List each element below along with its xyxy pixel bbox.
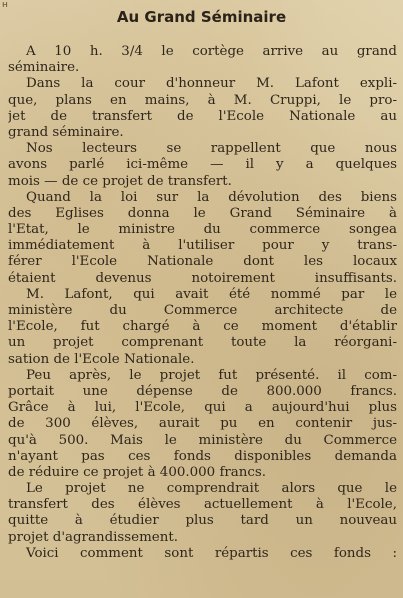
article-line: sation de l'Ecole Nationale. [8,351,195,367]
corner-mark: ʜ [2,0,7,10]
article-line: férer l'Ecole Nationale dont les locaux [8,254,397,270]
article-line: des Eglises donna le Grand Séminaire à [8,205,397,221]
article-line: jet de transfert de l'Ecole Nationale au [8,108,397,124]
article-line: projet d'agrandissement. [8,529,178,545]
article-line: transfert des élèves actuellement à l'Ecole, [8,497,397,513]
article-line: qu'à 500. Mais le ministère du Commerce [8,432,397,448]
article-line: Peu après, le projet fut présenté. il com- [26,367,397,383]
article-line: étaient devenus notoirement insuffisants. [8,270,397,286]
article-line: Dans la cour d'honneur M. Lafont expli- [26,76,397,92]
article-line: n'ayant pas ces fonds disponibles demanda [8,448,397,464]
article-line: l'Ecole, fut chargé à ce moment d'établir [8,319,397,335]
article-body [8,44,397,562]
article-line: grand séminaire. [8,124,124,140]
article-line: de 300 élèves, aurait pu en contenir jus- [8,416,397,432]
article-line: Nos lecteurs se rappellent que nous [26,141,397,157]
article-line: un projet comprenant toute la réorgani- [8,335,397,351]
article-line: Grâce à lui, l'Ecole, qui a aujourd'hui plus [8,400,397,416]
article-line: que, plans en mains, à M. Cruppi, le pro- [8,92,397,108]
article-title: Au Grand Séminaire [116,8,287,26]
article-line: portait une dépense de 800.000 francs. [8,383,397,399]
article-line: Quand la loi sur la dévolution des biens [26,189,397,205]
article-line: Voici comment sont répartis ces fonds : [26,545,397,561]
article-line: ministère du Commerce architecte de [8,303,397,318]
article-line: mois — de ce projet de transfert. [8,173,232,189]
article-line: immédiatement à l'utiliser pour y trans- [8,238,397,254]
article-line: Le projet ne comprendrait alors que le [26,481,397,497]
article-line: M. Lafont, qui avait été nommé par le [26,286,397,302]
article-line: l'Etat, le ministre du commerce songea [8,222,397,238]
article-line: avons parlé ici-même — il y a quelques [8,157,397,173]
article-line: quitte à étudier plus tard un nouveau [8,513,397,529]
article-line: séminaire. [8,60,80,76]
article-line: de réduire ce projet à 400.000 francs. [8,464,267,480]
article-line: A 10 h. 3/4 le cortège arrive au grand [26,44,397,59]
